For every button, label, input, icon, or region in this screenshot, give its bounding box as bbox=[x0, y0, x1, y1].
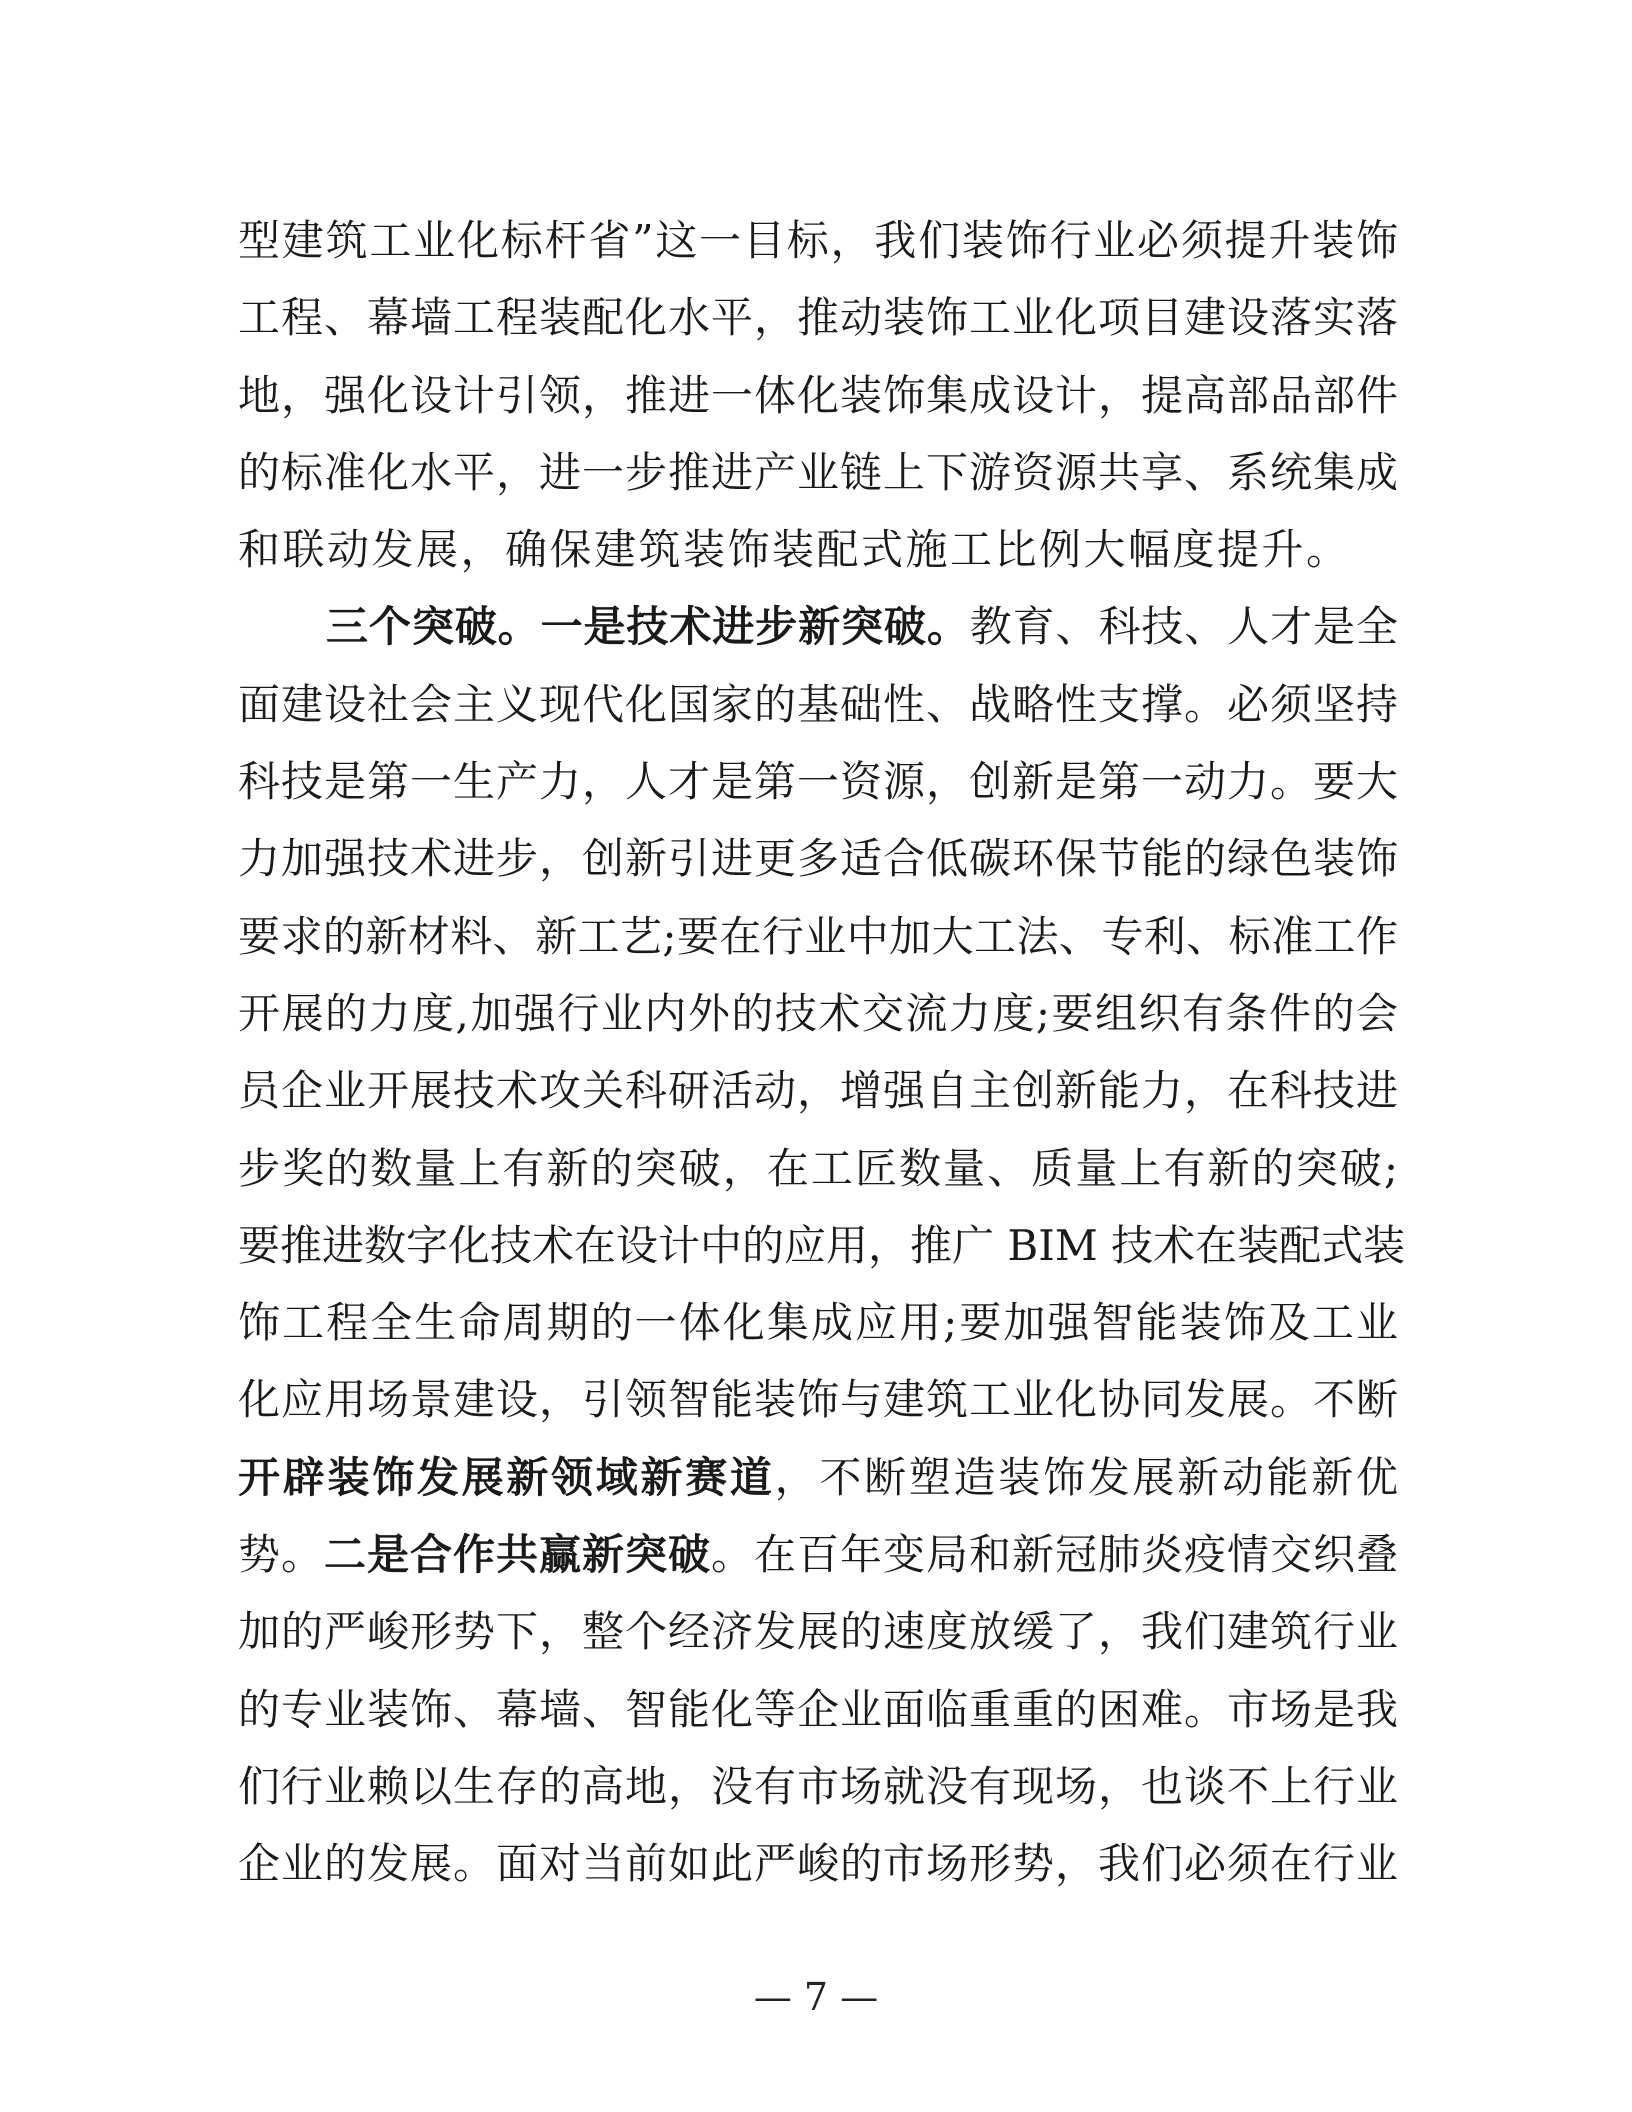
text-line bbox=[238, 1825, 1398, 1902]
text-line bbox=[238, 1593, 1398, 1670]
body-text bbox=[238, 202, 1406, 1903]
paragraph bbox=[238, 588, 1406, 1902]
text-line bbox=[238, 434, 1398, 511]
text-run: 。在百年变局和新冠肺炎疫情交织叠 bbox=[710, 1530, 1398, 1580]
text-line bbox=[238, 1052, 1398, 1129]
text-line bbox=[238, 1439, 1398, 1516]
text-run: ，不断塑造装饰发展新动能新优 bbox=[774, 1452, 1398, 1502]
text-run: 员企业开展技术攻关科研活动，增强自主创新能力，在科技进 bbox=[238, 1066, 1398, 1116]
text-line bbox=[238, 666, 1398, 743]
text-line bbox=[238, 898, 1398, 975]
bold-text-run: 二是合作共赢新突破 bbox=[324, 1530, 711, 1580]
text-line bbox=[238, 743, 1398, 820]
text-run: 势。 bbox=[238, 1530, 324, 1580]
text-line bbox=[238, 511, 1398, 588]
text-line bbox=[238, 1516, 1398, 1593]
text-run: 饰工程全生命周期的一体化集成应用;要加强智能装饰及工业 bbox=[238, 1298, 1398, 1348]
paragraph bbox=[238, 202, 1398, 588]
bold-text-run: 三个突破。一是技术进步新突破。 bbox=[326, 602, 970, 652]
bold-text-run: 开辟装饰发展新领域新赛道 bbox=[238, 1452, 775, 1502]
text-line bbox=[238, 1361, 1398, 1438]
text-run: 科技是第一生产力，人才是第一资源，创新是第一动力。要大 bbox=[238, 757, 1398, 807]
text-run: 型建筑工业化标杆省”这一目标，我们装饰行业必须提升装饰 bbox=[238, 216, 1398, 265]
text-run: 力加强技术进步，创新引进更多适合低碳环保节能的绿色装饰 bbox=[238, 834, 1398, 884]
page-number: — 7 — bbox=[753, 1975, 879, 2019]
text-run: 加的严峻形势下，整个经济发展的速度放缓了，我们建筑行业 bbox=[238, 1607, 1398, 1657]
text-line bbox=[238, 588, 1398, 665]
text-run: 工程、幕墙工程装配化水平，推动装饰工业化项目建设落实落 bbox=[238, 293, 1398, 343]
text-line bbox=[238, 1284, 1398, 1361]
text-line bbox=[238, 820, 1398, 897]
text-run: 的专业装饰、幕墙、智能化等企业面临重重的困难。市场是我 bbox=[238, 1684, 1398, 1734]
text-run: 开展的力度,加强行业内外的技术交流力度;要组织有条件的会 bbox=[238, 988, 1398, 1038]
text-line bbox=[238, 279, 1398, 356]
text-run: 教育、科技、人才是全 bbox=[969, 602, 1398, 652]
text-run: 化应用场景建设，引领智能装饰与建筑工业化协同发展。不断 bbox=[238, 1375, 1398, 1425]
text-line bbox=[238, 1207, 1406, 1284]
text-run: 和联动发展，确保建筑装饰装配式施工比例大幅度提升。 bbox=[238, 525, 1351, 575]
text-line bbox=[238, 357, 1398, 434]
text-run: 的标准化水平，进一步推进产业链上下游资源共享、系统集成 bbox=[238, 447, 1398, 497]
text-run: 步奖的数量上有新的突破，在工匠数量、质量上有新的突破; bbox=[238, 1143, 1398, 1193]
text-line bbox=[238, 975, 1398, 1052]
text-run: 企业的发展。面对当前如此严峻的市场形势，我们必须在行业 bbox=[238, 1839, 1398, 1889]
text-run: 要求的新材料、新工艺;要在行业中加大工法、专利、标准工作 bbox=[238, 911, 1398, 961]
text-line bbox=[238, 1748, 1398, 1825]
text-line bbox=[238, 1130, 1398, 1207]
text-run: 要推进数字化技术在设计中的应用，推广 BIM 技术在装配式装 bbox=[238, 1220, 1406, 1270]
text-run: 们行业赖以生存的高地，没有市场就没有现场，也谈不上行业 bbox=[238, 1761, 1398, 1811]
text-line bbox=[238, 202, 1398, 279]
text-run: 地，强化设计引领，推进一体化装饰集成设计，提高部品部件 bbox=[238, 370, 1398, 420]
text-line bbox=[238, 1671, 1398, 1748]
text-run: 面建设社会主义现代化国家的基础性、战略性支撑。必须坚持 bbox=[238, 679, 1398, 729]
